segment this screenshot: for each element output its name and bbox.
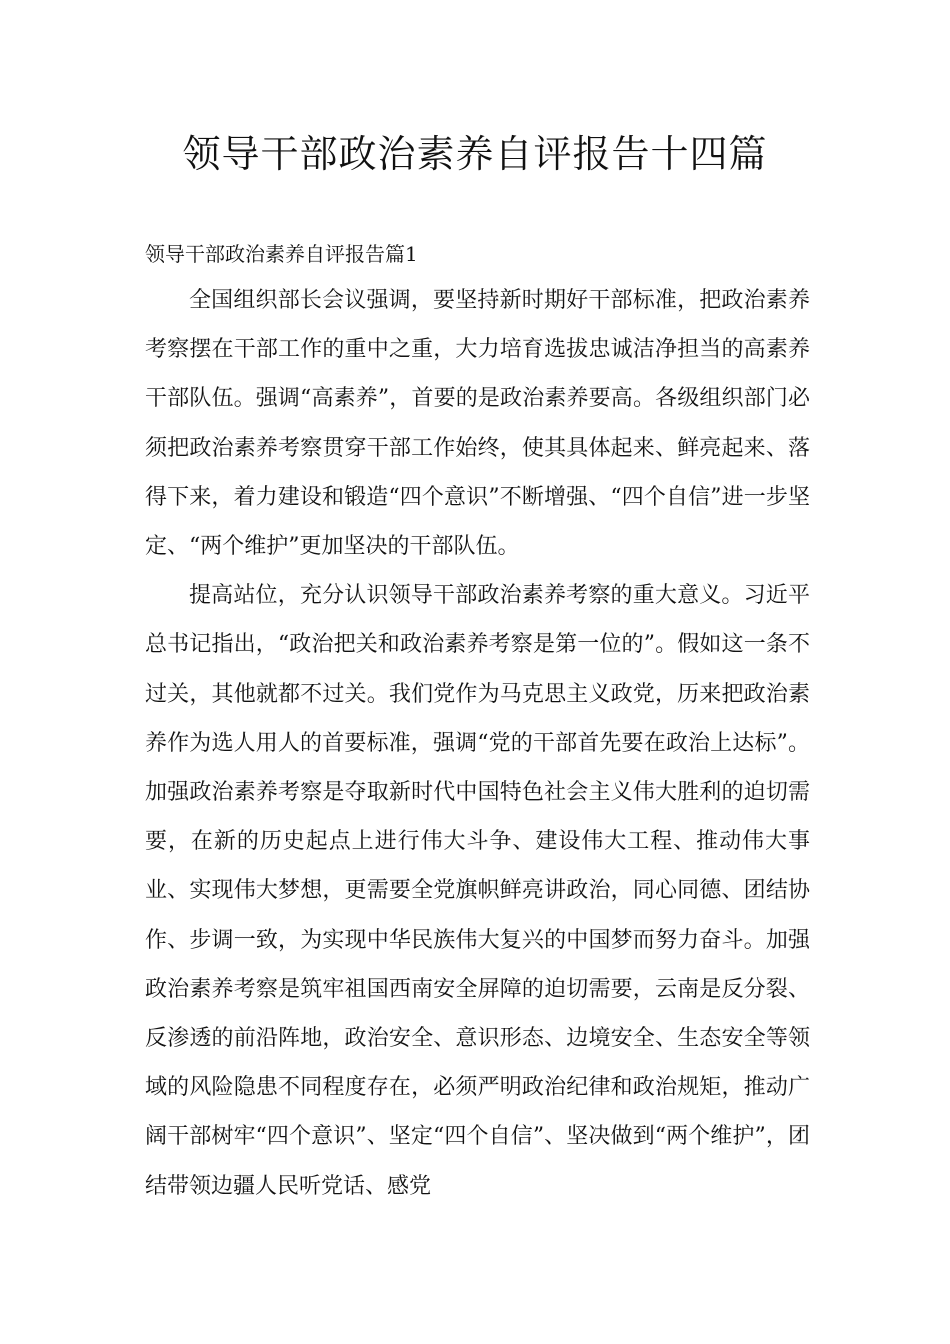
section-heading: 领导干部政治素养自评报告篇1 bbox=[145, 242, 418, 266]
paragraph-2: 提高站位，充分认识领导干部政治素养考察的重大意义。习近平总书记指出，“政治把关和政治素养考察是第一位的”。假如这一条不过关，其他就都不过关。我们党作为马克思主义政党，历来把政治素养作为选人用人的首要标准，强调“党的干部首先要在政治上达标”。加强政治素养考察是夺取新时代中国特色社会主义伟大胜利的迫切需要，在新的历史起点上进行伟大斗争、建设伟大工程、推动伟大事业、实现伟大梦想，更需要全党旗帜鲜亮讲政治，同心同德、团结协作、步调一致，为实现中华民族伟大复兴的中国梦而努力奋斗。加强政治素养考察是筑牢祖国西南安全屏障的迫切需要，云南是反分裂、反渗透的前沿阵地，政治安全、意识形态、边境安全、生态安全等领域的风险隐患不同程度存在，必须严明政治纪律和政治规矩，推动广阔干部树牢“四个意识”、坚定“四个自信”、坚决做到“两个维护”，团结带领边疆人民听党话、感党 bbox=[145, 583, 810, 1199]
document-title: 领导干部政治素养自评报告十四篇 bbox=[182, 132, 768, 176]
document-body bbox=[145, 276, 810, 1211]
paragraph-1: 全国组织部长会议强调，要坚持新时期好干部标准，把政治素养考察摆在干部工作的重中之重，大力培育选拔忠诚洁净担当的高素养干部队伍。强调“高素养”，首要的是政治素养要高。各级组织部门必须把政治素养考察贯穿干部工作始终，使其具体起来、鲜亮起来、落得下来，着力建设和锻造“四个意识”不断增强、“四个自信”进一步坚定、“两个维护”更加坚决的干部队伍。 bbox=[145, 288, 810, 560]
